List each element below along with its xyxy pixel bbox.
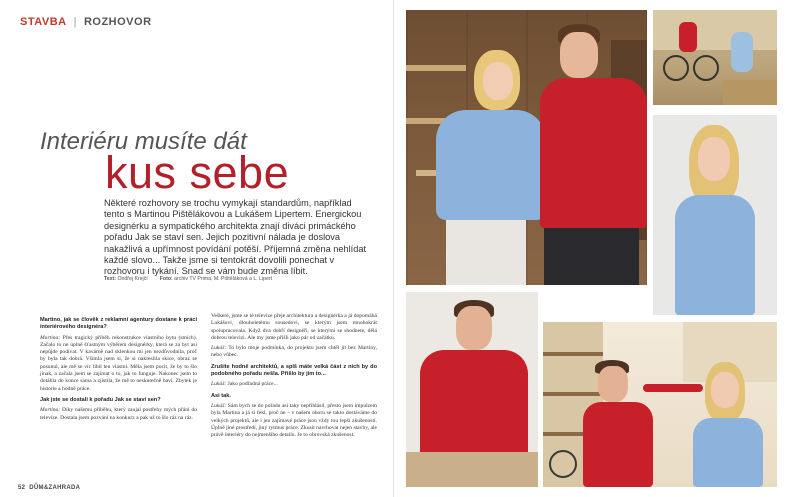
credits bbox=[104, 276, 384, 282]
magazine-name: DŮM&ZAHRADA bbox=[29, 485, 81, 491]
speaker-name: Lukáš: bbox=[211, 381, 227, 388]
speaker-name: Lukáš: bbox=[211, 345, 227, 352]
photo-man-portrait bbox=[406, 292, 538, 487]
speaker-name: Lukáš: bbox=[211, 402, 227, 409]
page-number: 52 bbox=[18, 485, 26, 491]
photo-duo-portrait bbox=[406, 10, 647, 285]
speaker-name: Martina: bbox=[40, 334, 61, 341]
title-line-2: kus sebe bbox=[105, 147, 290, 198]
interview-answer bbox=[211, 381, 377, 388]
text-credit-author: Ondřej Krejčí bbox=[117, 276, 148, 282]
section-label bbox=[20, 16, 152, 28]
photo-woman-portrait bbox=[653, 115, 777, 315]
title-line-1: Interiéru musíte dát bbox=[40, 128, 247, 155]
page-gutter bbox=[393, 0, 394, 497]
text-credit bbox=[104, 276, 148, 282]
page-footer bbox=[18, 485, 80, 491]
answer-text: Díky našemu příběhu, který zaujal postřehy mých přání do televize. Dostala jsem pozvání na konkurz a pak už to šlo ráz na ráz. bbox=[40, 407, 197, 421]
answer-text: Jako podřadná práce... bbox=[227, 381, 278, 388]
interview-answer bbox=[40, 335, 197, 393]
photo-credit-author: archiv TV Prima, M. Pištěláková a L. Lipert bbox=[174, 276, 273, 282]
speaker-name: Martina: bbox=[40, 407, 61, 414]
lead-paragraph: Některé rozhovory se trochu vymykají standardům, například tento s Martinou Pištělákovou a Lukášem Lipertem. Energickou designérku a sympatického architekta znají diváci primáckého pořadu Jak se staví sen. Jejich pozitivní nálada je doslova nakažlivá a upřímnost povídání potěší. Příjemná změna nehlídat každé slovo... Takže jsme si tentokrát dovolili ponechat v rozhovoru i tykání. Snad se vám bude změna líbit. bbox=[104, 198, 366, 277]
text-credit-label: Text: bbox=[104, 276, 117, 282]
interview-answer bbox=[211, 403, 377, 439]
article-column-2 bbox=[211, 313, 377, 442]
interview-question: Martino, jak se člověk z reklamní agentury dostane k práci interiérového designéra? bbox=[40, 317, 197, 331]
photo-duo-library bbox=[543, 322, 777, 487]
photo-workshop-bicycle bbox=[653, 10, 777, 105]
article-column-1 bbox=[40, 313, 197, 425]
photo-credit bbox=[160, 276, 272, 282]
section-category: ROZHOVOR bbox=[83, 16, 152, 28]
answer-text: Veškeré, jsme se té televize přeje architektura a designérka a já dopomáhá Lukášovi, dlouholetému sousedovi, se kterým jsem mnohokrát spolupracovala. Když dva dobří designéři, se kterými se shodnete, dělá dobrou televizi. Ale my jsme přišli jako pár od začátku. bbox=[211, 313, 377, 341]
interview-answer bbox=[211, 313, 377, 342]
answer-text: To bylo moje podmínka, do projektu jsem chtěl jít bez Martiny, nebo vůbec. bbox=[211, 345, 377, 359]
answer-text: Sám bych se do pořadu asi taky nepřihlásil, přesto jsem impulzem byla Martina a já si řekl, proč ne – v našem oboru se takto dostáváme do velkých projektů, ale i jen zajímavé práce jsou vždy tou lepší zkušeností. Úplně jiné prostředí, jiný rytmus práce. Zkusit navrhovat nejen stavby, ale právě interiéry do nejmenšího detailu. Je to obrovská zkušenost. bbox=[211, 402, 378, 439]
interview-question: Jak jste se dostali k pořadu Jak se staví sen? bbox=[40, 396, 161, 403]
interview-answer bbox=[40, 407, 197, 422]
section-name: STAVBA bbox=[20, 16, 67, 28]
interview-answer bbox=[211, 345, 377, 360]
section-separator: | bbox=[73, 16, 77, 28]
photo-credit-label: Foto: bbox=[159, 276, 173, 282]
interview-question: Asi tak. bbox=[211, 392, 231, 399]
interview-question: Zrušíte hodně architektů, a spíš máte velká část z nich by do podobného pořadu nešla. Přišlo by jim to... bbox=[211, 363, 377, 378]
answer-text: Přes tragický příběh rekonstrukce vlastního bytu (smích). Začalo to ne úplně šťastným výběrem designérky, která se za byt asi nepůjde podívat. V kavárně nad sklenkou mi jen nezdůvodnila, proč by byla tak dobrá. Všimla jsem si, že si nakreslila skice, obraz se posunul, ale mě se víc líbil ten vlastní. Měla jsem pocit, že by to šlo jinak, a začala jsem se zajímat o to, jak to funguje. Nakonec jsem to dotáhla do konce sama a zjistila, že mě to neskutečně baví. Zbytek je historie a hodně práce. bbox=[40, 334, 197, 392]
